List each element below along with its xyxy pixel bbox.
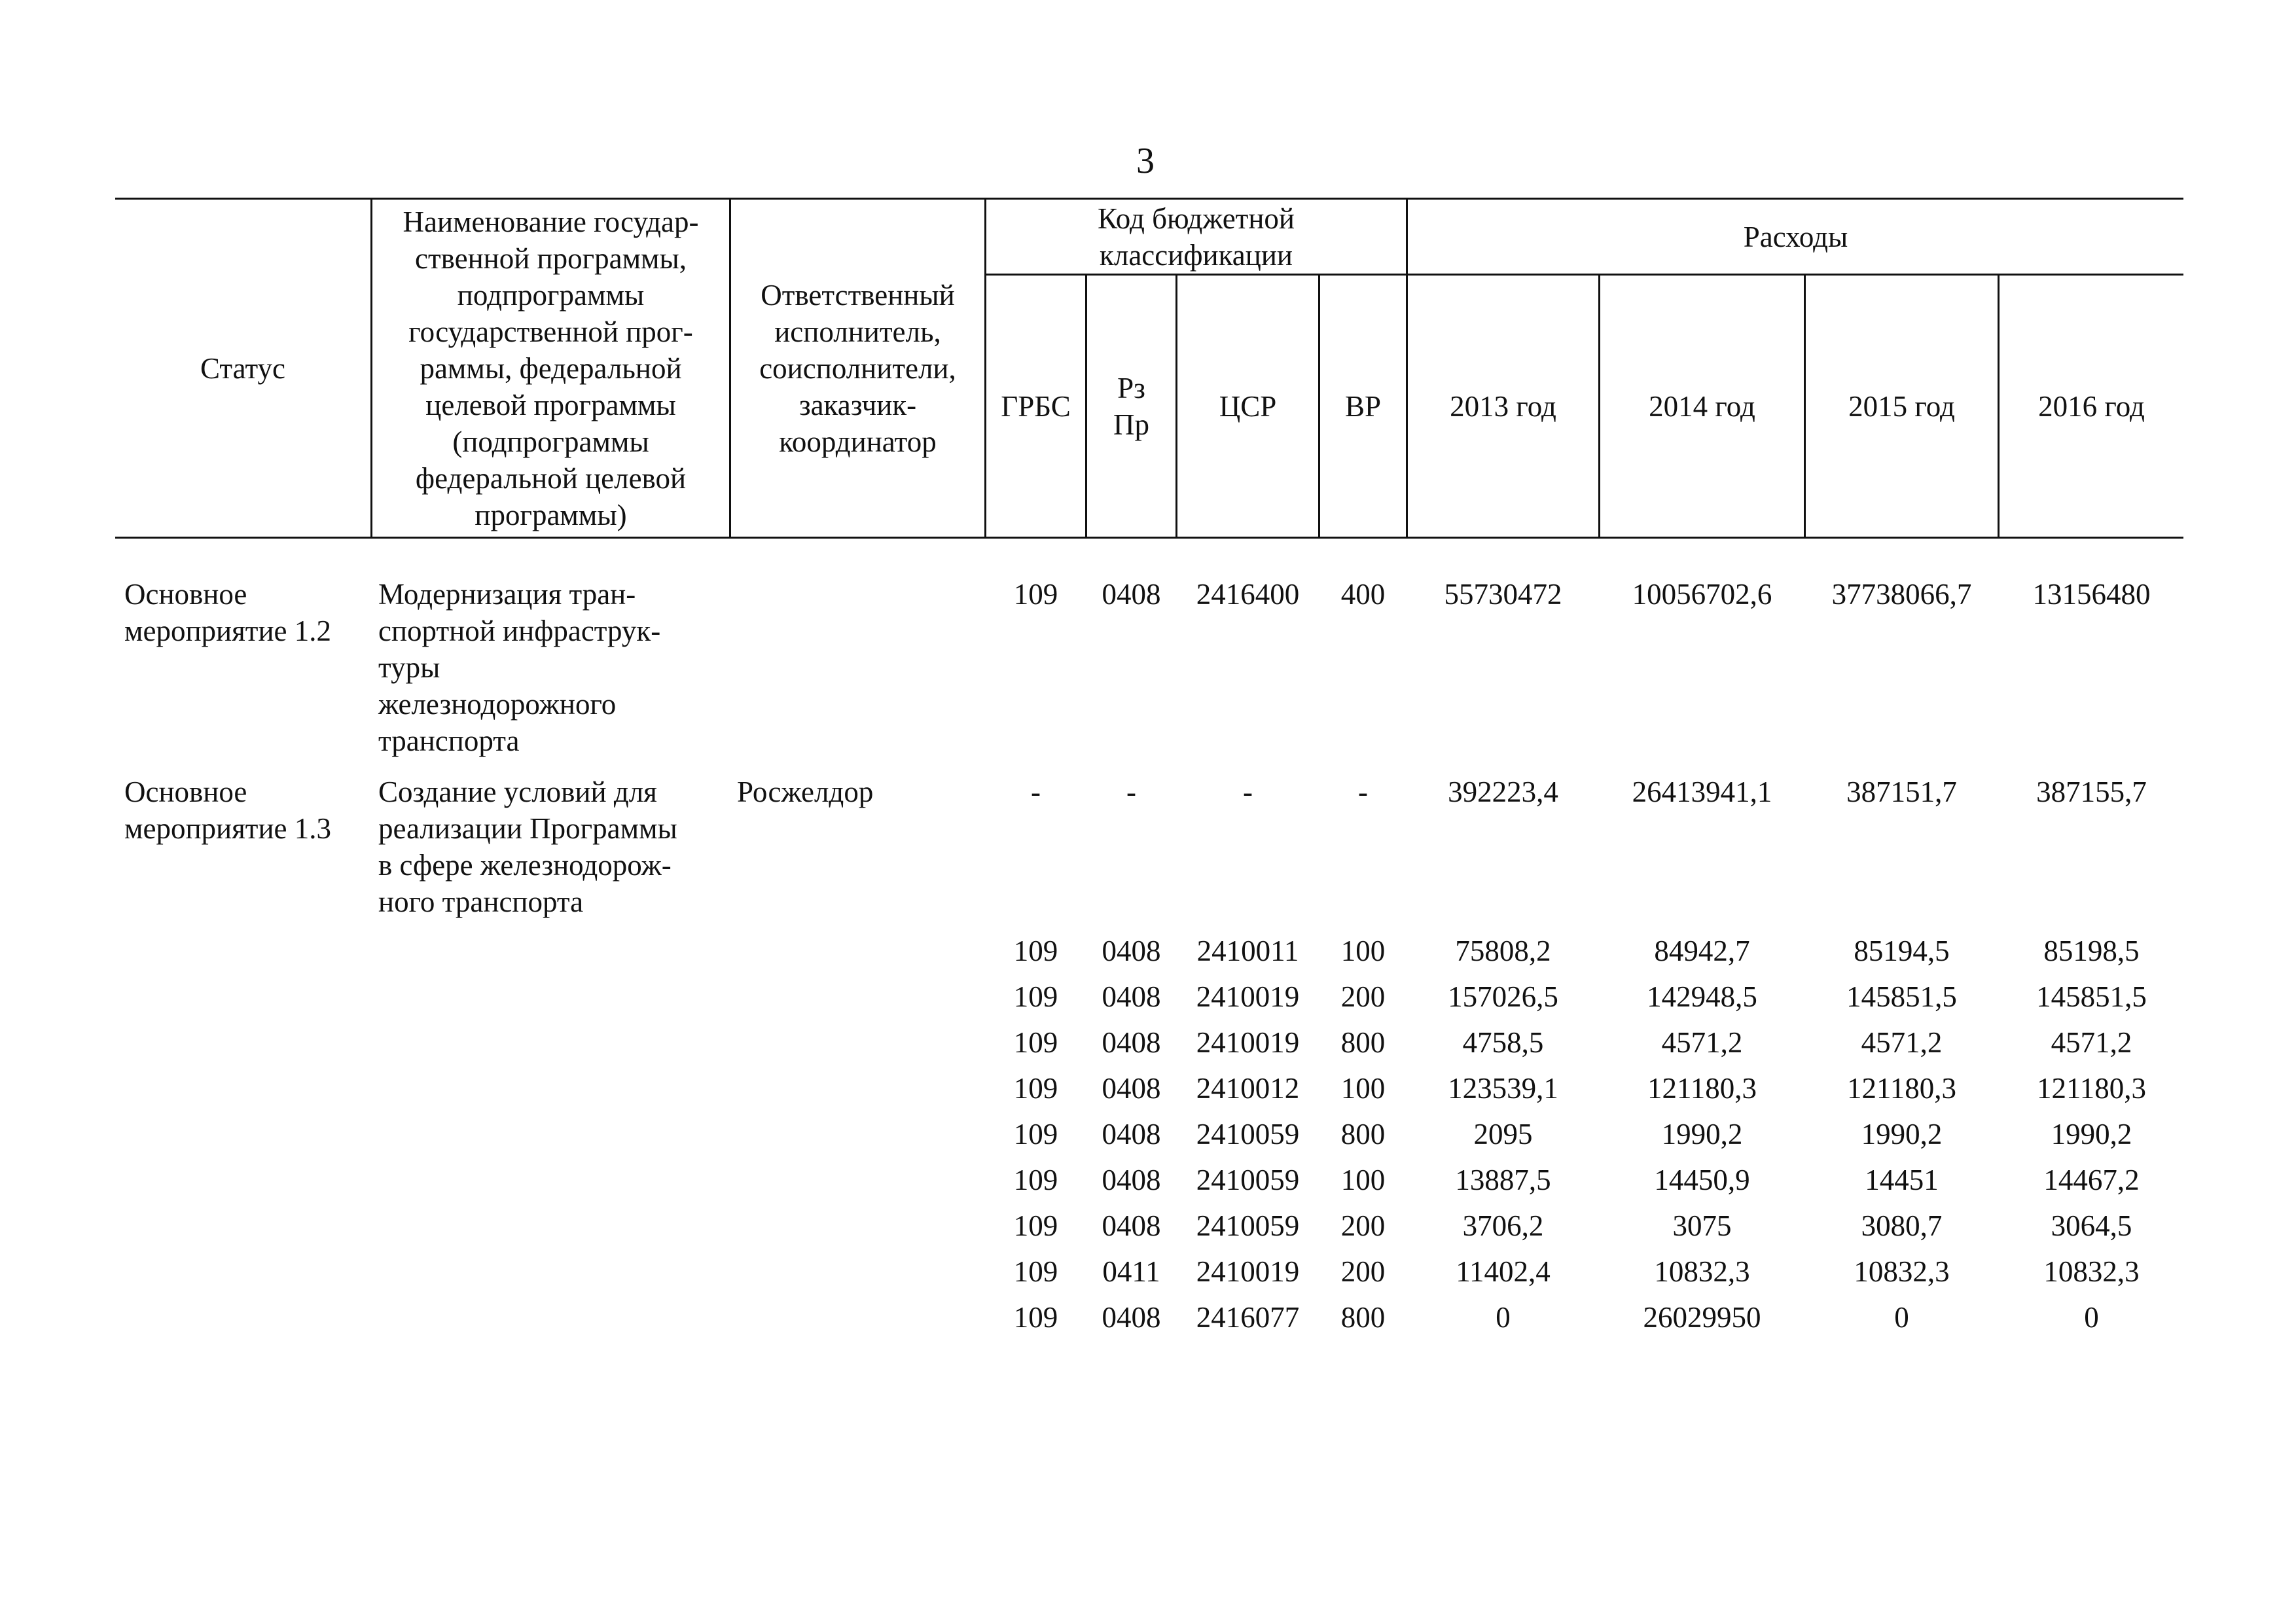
header-year-2013: 2013 год <box>1450 389 1556 423</box>
name-cell: Модернизация тран- спортной инфраструк- туры железнодорожного транспорта <box>378 578 661 757</box>
value-2016: 4571,2 <box>2051 1026 2132 1059</box>
grbs-cell: 109 <box>1013 1026 1058 1059</box>
table-row <box>0 933 2296 978</box>
table-row <box>0 1207 2296 1253</box>
header-year-2016: 2016 год <box>2038 389 2145 423</box>
table-row <box>0 1299 2296 1345</box>
vr-cell: - <box>1358 776 1368 808</box>
grbs-cell: 109 <box>1013 1301 1058 1334</box>
header-year-2014: 2014 год <box>1649 389 1755 423</box>
value-2015: 85194,5 <box>1854 935 1950 967</box>
value-2014: 26413941,1 <box>1632 776 1772 808</box>
value-2014: 121180,3 <box>1647 1072 1757 1105</box>
value-2015: 0 <box>1894 1301 1909 1334</box>
grbs-cell: 109 <box>1013 1209 1058 1242</box>
header-grbs: ГРБС <box>1001 389 1071 423</box>
rzpr-cell: 0408 <box>1102 980 1161 1013</box>
value-2016: 10832,3 <box>2043 1255 2140 1288</box>
value-2014: 10832,3 <box>1654 1255 1750 1288</box>
value-2015: 37738066,7 <box>1831 578 1972 611</box>
grbs-cell: - <box>1031 776 1041 808</box>
header-name: Наименование государ- ственной программы, подпрограммы государственной прог- раммы, федеральной целевой программы (подпрограммы федеральной целевой программы) <box>403 205 699 531</box>
value-2016: 13156480 <box>2032 578 2151 611</box>
rzpr-cell: 0408 <box>1102 1209 1161 1242</box>
csr-cell: - <box>1243 776 1253 808</box>
value-2013: 4758,5 <box>1462 1026 1544 1059</box>
status-cell: Основное мероприятие 1.3 <box>124 776 332 845</box>
csr-cell: 2410059 <box>1196 1209 1300 1242</box>
value-2015: 121180,3 <box>1846 1072 1957 1105</box>
vr-cell: 800 <box>1340 1118 1386 1150</box>
status-cell: Основное мероприятие 1.2 <box>124 578 332 647</box>
value-2013: 13887,5 <box>1455 1164 1551 1196</box>
rzpr-cell: 0408 <box>1102 1072 1161 1105</box>
rzpr-cell: 0408 <box>1102 1301 1161 1334</box>
table-row <box>0 1253 2296 1299</box>
name-cell: Создание условий для реализации Программы в сфере железнодорож- ного транспорта <box>378 776 677 918</box>
value-2013: 3706,2 <box>1462 1209 1544 1242</box>
csr-cell: 2410059 <box>1196 1164 1300 1196</box>
csr-cell: 2416400 <box>1196 578 1300 611</box>
rzpr-cell: - <box>1126 776 1136 808</box>
grbs-cell: 109 <box>1013 980 1058 1013</box>
vr-cell: 100 <box>1340 1072 1386 1105</box>
csr-cell: 2410059 <box>1196 1118 1300 1150</box>
csr-cell: 2410011 <box>1196 935 1299 967</box>
vr-cell: 100 <box>1340 935 1386 967</box>
vr-cell: 800 <box>1340 1301 1386 1334</box>
value-2014: 10056702,6 <box>1632 578 1772 611</box>
value-2014: 84942,7 <box>1654 935 1750 967</box>
value-2014: 26029950 <box>1643 1301 1761 1334</box>
grbs-cell: 109 <box>1013 1255 1058 1288</box>
table-row <box>0 1116 2296 1162</box>
value-2014: 14450,9 <box>1654 1164 1750 1196</box>
value-2015: 387151,7 <box>1846 776 1957 808</box>
header-bottom-rule <box>115 537 2183 539</box>
header-rzpr: Рз Пр <box>1113 371 1149 441</box>
table-row <box>0 1162 2296 1207</box>
value-2016: 145851,5 <box>2036 980 2147 1013</box>
table-row <box>0 1070 2296 1116</box>
value-2013: 123539,1 <box>1448 1072 1558 1105</box>
header-status: Статус <box>200 351 285 385</box>
value-2015: 4571,2 <box>1861 1026 1943 1059</box>
csr-cell: 2410019 <box>1196 1026 1300 1059</box>
value-2016: 387155,7 <box>2036 776 2147 808</box>
page-number: 3 <box>1136 141 1155 181</box>
header-csr: ЦСР <box>1219 389 1277 423</box>
value-2014: 3075 <box>1672 1209 1732 1242</box>
value-2016: 3064,5 <box>2051 1209 2132 1242</box>
value-2013: 0 <box>1496 1301 1511 1334</box>
rzpr-cell: 0411 <box>1102 1255 1160 1288</box>
value-2013: 2095 <box>1473 1118 1533 1150</box>
rzpr-cell: 0408 <box>1102 578 1161 611</box>
csr-cell: 2410019 <box>1196 980 1300 1013</box>
vr-cell: 100 <box>1340 1164 1386 1196</box>
responsible-cell: Росжелдор <box>737 776 874 808</box>
header-responsible: Ответственный исполнитель, соисполнители, заказчик- координатор <box>759 278 956 458</box>
grbs-cell: 109 <box>1013 578 1058 611</box>
value-2016: 0 <box>2084 1301 2099 1334</box>
table-row <box>0 1024 2296 1070</box>
value-2015: 1990,2 <box>1861 1118 1943 1150</box>
value-2013: 11402,4 <box>1456 1255 1551 1288</box>
value-2016: 1990,2 <box>2051 1118 2132 1150</box>
value-2016: 121180,3 <box>2036 1072 2147 1105</box>
value-2015: 10832,3 <box>1854 1255 1950 1288</box>
rzpr-cell: 0408 <box>1102 1164 1161 1196</box>
header-vr: ВР <box>1344 389 1382 423</box>
rzpr-cell: 0408 <box>1102 1118 1161 1150</box>
value-2015: 14451 <box>1865 1164 1939 1196</box>
vr-cell: 200 <box>1340 1255 1386 1288</box>
vr-cell: 200 <box>1340 1209 1386 1242</box>
table-row <box>0 978 2296 1024</box>
rzpr-cell: 0408 <box>1102 1026 1161 1059</box>
csr-cell: 2410019 <box>1196 1255 1300 1288</box>
csr-cell: 2416077 <box>1196 1301 1300 1334</box>
value-2013: 55730472 <box>1444 578 1562 611</box>
grbs-cell: 109 <box>1013 935 1058 967</box>
header-budget-code: Код бюджетной классификации <box>1097 202 1295 272</box>
value-2014: 1990,2 <box>1661 1118 1743 1150</box>
value-2015: 3080,7 <box>1861 1209 1943 1242</box>
vr-cell: 400 <box>1340 578 1386 611</box>
rzpr-cell: 0408 <box>1102 935 1161 967</box>
vr-cell: 200 <box>1340 980 1386 1013</box>
grbs-cell: 109 <box>1013 1072 1058 1105</box>
grbs-cell: 109 <box>1013 1164 1058 1196</box>
value-2013: 157026,5 <box>1448 980 1558 1013</box>
value-2013: 392223,4 <box>1448 776 1558 808</box>
value-2016: 14467,2 <box>2043 1164 2140 1196</box>
value-2014: 142948,5 <box>1647 980 1757 1013</box>
value-2015: 145851,5 <box>1846 980 1957 1013</box>
vr-cell: 800 <box>1340 1026 1386 1059</box>
grbs-cell: 109 <box>1013 1118 1058 1150</box>
value-2016: 85198,5 <box>2043 935 2140 967</box>
header-expenses: Расходы <box>1743 220 1848 253</box>
header-year-2015: 2015 год <box>1848 389 1955 423</box>
value-2013: 75808,2 <box>1455 935 1551 967</box>
value-2014: 4571,2 <box>1661 1026 1743 1059</box>
csr-cell: 2410012 <box>1196 1072 1300 1105</box>
